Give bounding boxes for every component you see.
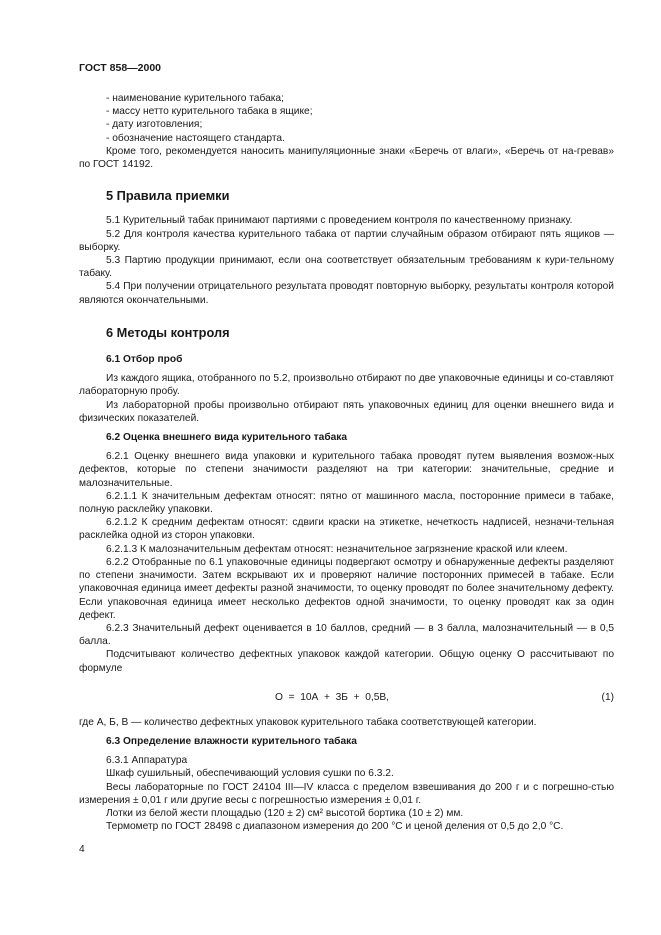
page-content bbox=[79, 92, 614, 833]
clause-6-2-1: 6.2.1 Оценку внешнего вида упаковки и курительного табака проводят путем выявления возмож-ных дефектов, которые по степени значимости разделяют на три категории: значительные, средние и малозначительные. bbox=[79, 451, 614, 489]
formula-number: (1) bbox=[601, 691, 614, 703]
list-item: - обозначение настоящего стандарта. bbox=[106, 132, 285, 144]
section-6-title: 6 Методы контроля bbox=[106, 324, 230, 340]
clause-6-1-p2: Из лабораторной пробы произвольно отбирают пять упаковочных единиц для оценки внешнего вида и физических показателей. bbox=[79, 399, 614, 424]
document-header: ГОСТ 858—2000 bbox=[79, 62, 162, 74]
clause-6-3-1-p3: Лотки из белой жести площадью (120 ± 2) см² высотой бортика (10 ± 2) мм. bbox=[106, 807, 464, 819]
clause-6-2-3: 6.2.3 Значительный дефект оценивается в 10 баллов, средний — в 3 балла, малозначительный — в 0,5 балла. bbox=[79, 622, 614, 648]
clause-6-3-1-p2: Весы лабораторные по ГОСТ 24104 III—IV класса с пределом взвешивания до 200 г и с погрешно-стью измерения ± 0,01 г или другие весы с погрешностью измерения ± 0,01 г. bbox=[79, 781, 614, 806]
formula-where: где А, Б, В — количество дефектных упаковок курительного табака соответствующей категории. bbox=[79, 716, 537, 728]
clause-5-1: 5.1 Курительный табак принимают партиями с проведением контроля по качественному признаку. bbox=[106, 215, 573, 227]
list-item: - дату изготовления; bbox=[106, 119, 203, 131]
page-number: 4 bbox=[79, 844, 85, 855]
formula-row bbox=[79, 691, 614, 706]
clause-6-3-title: 6.3 Определение влажности курительного табака bbox=[106, 735, 357, 747]
clause-5-2: 5.2 Для контроля качества курительного табака от партии случайным образом отбирают пять ящиков — выборку. bbox=[79, 228, 614, 253]
clause-6-2-3-p2: Подсчитывают количество дефектных упаковок каждой категории. Общую оценку О рассчитывают по формуле bbox=[79, 649, 614, 674]
formula: О = 10А + 3Б + 0,5В, bbox=[275, 691, 390, 703]
clause-6-2-1-1: 6.2.1.1 К значительным дефектам относят: пятно от машинного масла, посторонние примеси в табаке, полную расклейку упаковки. bbox=[79, 490, 614, 516]
clause-6-2-title: 6.2 Оценка внешнего вида курительного табака bbox=[106, 432, 348, 444]
clause-6-3-1-p4: Термометр по ГОСТ 28498 с диапазоном измерения до 200 °С и ценой деления от 0,5 до 2,0 °С. bbox=[106, 821, 564, 833]
clause-6-1-p1: Из каждого ящика, отобранного по 5.2, произвольно отбирают по две упаковочные единицы и со-ставляют лабораторную пробу. bbox=[79, 373, 614, 398]
clause-6-3-1-p1: Шкаф сушильный, обеспечивающий условия сушки по 6.3.2. bbox=[106, 768, 394, 780]
clause-6-2-1-2: 6.2.1.2 К средним дефектам относят: сдвиги краски на этикетке, нечеткость надписей, незначи-тельная расклейка одной из сторон упаковки. bbox=[79, 517, 614, 542]
list-item: - наименование курительного табака; bbox=[106, 93, 284, 104]
clause-5-3: 5.3 Партию продукции принимают, если она соответствует обязательным требованиям к кури-тельному табаку. bbox=[79, 255, 614, 280]
clause-6-2-1-3: 6.2.1.3 К малозначительным дефектам относят: незначительное загрязнение краской или клеем. bbox=[106, 543, 568, 555]
clause-6-2-2: 6.2.2 Отобранные по 6.1 упаковочные единицы подвергают осмотру и обнаруженные дефекты разделяют по степени значимости. Затем вскрывают их и проверяют наличие посторонних примесей в табаке. Если упаковочная единица имеет дефекты разной значимости, то оценку проводят по более значительному дефекту. Если упаковочная единица имеет несколько дефектов одной значимости, то оценку проводят как за один дефект. bbox=[79, 556, 614, 621]
paragraph-labels: Кроме того, рекомендуется наносить манипуляционные знаки «Беречь от влаги», «Беречь от на-гревав» по ГОСТ 14192. bbox=[79, 145, 614, 171]
clause-6-1-title: 6.1 Отбор проб bbox=[106, 354, 183, 366]
list-item: - массу нетто курительного табака в ящике; bbox=[106, 106, 313, 118]
clause-5-4: 5.4 При получении отрицательного результата проводят повторную выборку, результаты контроля которой являются окончательными. bbox=[79, 281, 614, 306]
section-5-title: 5 Правила приемки bbox=[106, 188, 230, 204]
clause-6-3-1: 6.3.1 Аппаратура bbox=[106, 755, 188, 767]
